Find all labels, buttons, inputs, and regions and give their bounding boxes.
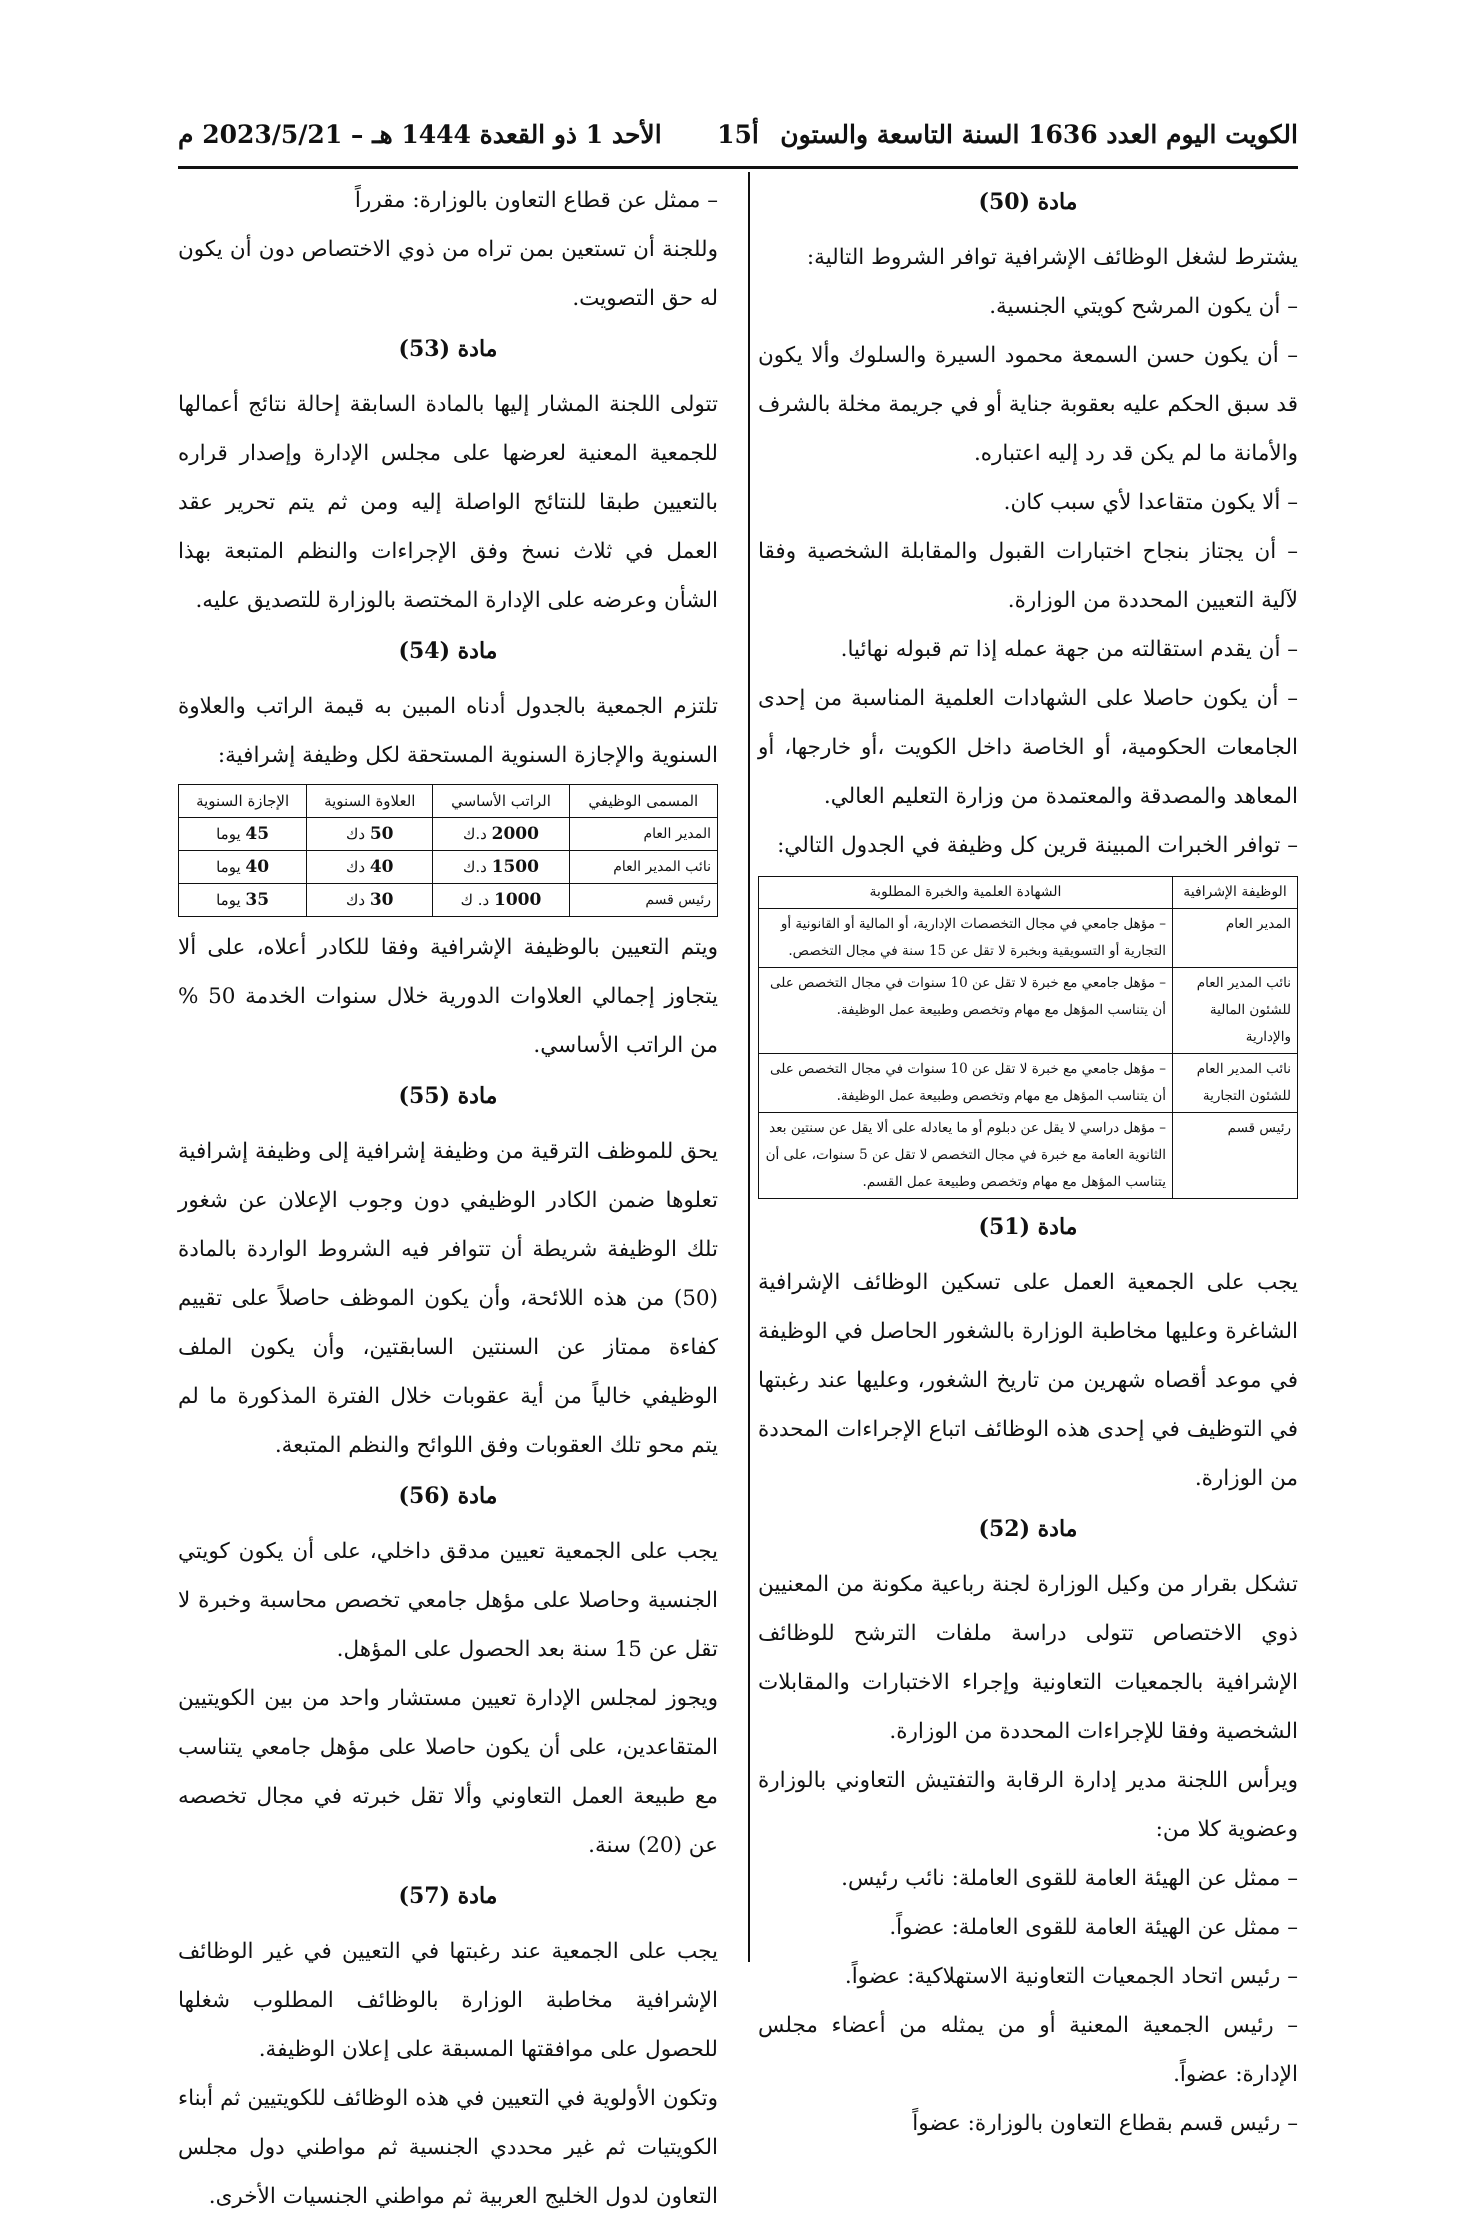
article-54-title: مادة (54)	[398, 638, 498, 664]
salary-basic-value: 2000	[491, 824, 539, 844]
salary-raise	[307, 884, 433, 917]
salary-job-title: رئيس قسم	[569, 884, 717, 917]
article-53-title: مادة (53)	[398, 336, 498, 362]
salary-leave-value: 40	[245, 857, 270, 877]
salary-job-title: نائب المدير العام	[569, 851, 717, 884]
salary-raise-unit: دك	[346, 858, 366, 876]
article-54-text2: ويتم التعيين بالوظيفة الإشرافية وفقا للكادر أعلاه، على ألا يتجاوز إجمالي العلاوات الدورية خلال سنوات الخدمة 50 % من الراتب الأساسي.	[178, 935, 719, 1058]
article-50-intro: يشترط لشغل الوظائف الإشرافية توافر الشروط التالية:	[806, 245, 1298, 270]
table-row	[759, 968, 1298, 1054]
table-row	[179, 818, 718, 851]
salary-raise-value: 50	[369, 824, 394, 844]
committee-member: – رئيس الجمعية المعنية أو من يمثله من أعضاء مجلس الإدارة: عضواً.	[758, 2013, 1298, 2087]
header-issue: الكويت اليوم العدد 1636 السنة التاسعة والستون	[780, 120, 1298, 149]
qualifications-header-requirement: الشهادة العلمية والخبرة المطلوبة	[759, 877, 1173, 909]
article-57-text: يجب على الجمعية عند رغبتها في التعيين في غير الوظائف الإشرافية مخاطبة الوزارة بالوظائف المطلوب شغلها للحصول على موافقتها المسبقة على إعلان الوظيفة.	[178, 1939, 718, 2062]
article-50-item: – توافر الخبرات المبينة قرين كل وظيفة في الجدول التالي:	[777, 833, 1298, 858]
article-50-item: – أن يقدم استقالته من جهة عمله إذا تم قبوله نهائيا.	[840, 637, 1298, 662]
article-54-text: تلتزم الجمعية بالجدول أدناه المبين به قيمة الراتب والعلاوة السنوية والإجازة السنوية المستحقة لكل وظيفة إشرافية:	[178, 694, 718, 768]
article-50-item: – أن يكون المرشح كويتي الجنسية.	[989, 294, 1298, 319]
salary-basic	[433, 818, 569, 851]
article-56-text2: ويجوز لمجلس الإدارة تعيين مستشار واحد من بين الكويتيين المتقاعدين، على أن يكون حاصلا على مؤهل جامعي يتناسب مع طبيعة العمل التعاوني وألا تقل خبرته في مجال تخصصه عن (20) سنة.	[178, 1686, 718, 1858]
qualification-position: المدير العام	[1173, 909, 1298, 968]
page-header	[178, 112, 1298, 164]
salary-raise-value: 30	[369, 890, 394, 910]
committee-note: وللجنة أن تستعين بمن تراه من ذوي الاختصاص دون أن يكون له حق التصويت.	[178, 237, 718, 311]
committee-member: – رئيس اتحاد الجمعيات التعاونية الاستهلاكية: عضواً.	[844, 1964, 1298, 1989]
table-row	[179, 884, 718, 917]
salary-table	[178, 784, 718, 917]
qualification-requirement: – مؤهل دراسي لا يقل عن دبلوم أو ما يعادله على ألا يقل عن سنتين بعد الثانوية العامة مع خبرة في مجال التخصص لا تقل عن 5 سنوات، على أن يتناسب المؤهل مع مهام وتخصص وطبيعة عمل القسم.	[759, 1113, 1173, 1199]
salary-raise	[307, 818, 433, 851]
article-50-item: – أن يجتاز بنجاح اختبارات القبول والمقابلة الشخصية وفقا لآلية التعيين المحددة من الوزارة.	[758, 539, 1298, 613]
qualifications-header-position: الوظيفة الإشرافية	[1173, 877, 1298, 909]
salary-basic-unit: د. ك	[460, 891, 490, 909]
salary-leave	[179, 818, 307, 851]
salary-leave-unit: يوما	[216, 825, 241, 843]
header-rule	[178, 166, 1298, 169]
salary-leave-value: 45	[245, 824, 270, 844]
qualification-position: رئيس قسم	[1173, 1113, 1298, 1199]
salary-raise-unit: دك	[346, 891, 366, 909]
article-56-text: يجب على الجمعية تعيين مدقق داخلي، على أن يكون كويتي الجنسية وحاصلا على مؤهل جامعي تخصص محاسبة وخبرة لا تقل عن 15 سنة بعد الحصول على المؤهل.	[178, 1539, 718, 1662]
article-51-text: يجب على الجمعية العمل على تسكين الوظائف الإشرافية الشاغرة وعليها مخاطبة الوزارة بالشغور الحاصل في الوظيفة في موعد أقصاه شهرين من تاريخ الشغور، وعليها عند رغبتها في التوظيف في إحدى هذه الوظائف اتباع الإجراءات المحددة من الوزارة.	[758, 1270, 1298, 1491]
article-56-title: مادة (56)	[398, 1483, 498, 1509]
committee-member: – رئيس قسم بقطاع التعاون بالوزارة: عضواً	[912, 2111, 1298, 2136]
table-row	[759, 1113, 1298, 1199]
salary-leave-value: 35	[245, 890, 270, 910]
salary-basic	[433, 851, 569, 884]
article-50-item: – أن يكون حسن السمعة محمود السيرة والسلوك وألا يكون قد سبق الحكم عليه بعقوبة جناية أو في جريمة مخلة بالشرف والأمانة ما لم يكن قد رد إليه اعتباره.	[758, 343, 1298, 466]
committee-member: – ممثل عن الهيئة العامة للقوى العاملة: عضواً.	[889, 1915, 1298, 1940]
article-52-text2: ويرأس اللجنة مدير إدارة الرقابة والتفتيش التعاوني بالوزارة وعضوية كلا من:	[758, 1768, 1298, 1842]
salary-raise-value: 40	[369, 857, 394, 877]
salary-leave-unit: يوما	[216, 858, 241, 876]
salary-basic-value: 1000	[494, 890, 542, 910]
salary-basic-unit: د.ك	[463, 825, 487, 843]
header-page-number: أ15	[717, 120, 759, 149]
article-55-title: مادة (55)	[398, 1083, 498, 1109]
qualification-position: نائب المدير العام للشئون المالية والإدارية	[1173, 968, 1298, 1054]
qualification-requirement: – مؤهل جامعي مع خبرة لا تقل عن 10 سنوات في مجال التخصص على أن يتناسب المؤهل مع مهام وتخصص وطبيعة عمل الوظيفة.	[759, 968, 1173, 1054]
qualification-position: نائب المدير العام للشئون التجارية	[1173, 1054, 1298, 1113]
qualifications-table	[758, 876, 1298, 1199]
table-row	[179, 851, 718, 884]
salary-leave	[179, 851, 307, 884]
article-52-title: مادة (52)	[978, 1516, 1078, 1542]
salary-basic-unit: د.ك	[463, 858, 487, 876]
salary-basic-value: 1500	[491, 857, 539, 877]
table-row	[759, 909, 1298, 968]
committee-member: – ممثل عن الهيئة العامة للقوى العاملة: نائب رئيس.	[841, 1866, 1298, 1891]
qualification-requirement: – مؤهل جامعي مع خبرة لا تقل عن 10 سنوات في مجال التخصص على أن يتناسب المؤهل مع مهام وتخصص وطبيعة عمل الوظيفة.	[759, 1054, 1173, 1113]
left-column	[178, 176, 718, 2221]
salary-leave	[179, 884, 307, 917]
article-52-text: تشكل بقرار من وكيل الوزارة لجنة رباعية مكونة من المعنيين ذوي الاختصاص تتولى دراسة ملفات الترشح للوظائف الإشرافية بالجمعيات التعاونية وإجراء الاختبارات والمقابلات الشخصية وفقا للإجراءات المحددة من الوزارة.	[758, 1572, 1298, 1744]
salary-basic	[433, 884, 569, 917]
article-51-title: مادة (51)	[978, 1214, 1078, 1240]
salary-header-basic: الراتب الأساسي	[433, 785, 569, 818]
qualifications-header-row	[759, 877, 1298, 909]
salary-raise-unit: دك	[346, 825, 366, 843]
article-53-text: تتولى اللجنة المشار إليها بالمادة السابقة إحالة نتائج أعمالها للجمعية المعنية لعرضها على مجلس الإدارة وإصدار قراره بالتعيين طبقا للنتائج الواصلة إليه ومن ثم يتم تحرير عقد العمل في ثلاث نسخ وفق الإجراءات والنظم المتبعة بهذا الشأن وعرضه على الإدارة المختصة بالوزارة للتصديق عليه.	[178, 392, 718, 613]
qualification-requirement: – مؤهل جامعي في مجال التخصصات الإدارية، أو المالية أو القانونية أو التجارية أو التسويقية وبخبرة لا تقل عن 15 سنة في مجال التخصص.	[759, 909, 1173, 968]
salary-header-title: المسمى الوظيفي	[569, 785, 717, 818]
committee-member: – ممثل عن قطاع التعاون بالوزارة: مقرراً	[354, 188, 718, 213]
article-57-title: مادة (57)	[398, 1883, 498, 1909]
salary-job-title: المدير العام	[569, 818, 717, 851]
salary-raise	[307, 851, 433, 884]
salary-leave-unit: يوما	[216, 891, 241, 909]
article-50-item: – أن يكون حاصلا على الشهادات العلمية المناسبة من إحدى الجامعات الحكومية، أو الخاصة داخل الكويت ،أو خارجها، أو المعاهد والمصدقة والمعتمدة من وزارة التعليم العالي.	[758, 686, 1298, 809]
header-date: الأحد 1 ذو القعدة 1444 هـ – 2023/5/21 م	[178, 120, 662, 149]
salary-header-raise: العلاوة السنوية	[307, 785, 433, 818]
column-divider	[748, 172, 750, 1962]
article-50-item: – ألا يكون متقاعدا لأي سبب كان.	[1003, 490, 1298, 515]
article-50-title: مادة (50)	[978, 189, 1078, 215]
table-row	[759, 1054, 1298, 1113]
article-57-text2: وتكون الأولوية في التعيين في هذه الوظائف للكويتيين ثم أبناء الكويتيات ثم غير محددي الجنسية ثم مواطني دول مجلس التعاون لدول الخليج العربية ثم مواطني الجنسيات الأخرى.	[178, 2086, 718, 2209]
salary-header-row	[179, 785, 718, 818]
salary-header-leave: الإجازة السنوية	[179, 785, 307, 818]
article-55-text: يحق للموظف الترقية من وظيفة إشرافية إلى وظيفة إشرافية تعلوها ضمن الكادر الوظيفي دون وجوب الإعلان عن شغور تلك الوظيفة شريطة أن تتوافر فيه الشروط الواردة بالمادة (50) من هذه اللائحة، وأن يكون الموظف حاصلاً على تقييم كفاءة ممتاز عن السنتين السابقتين، وأن يكون الملف الوظيفي خالياً من أية عقوبات خلال الفترة المذكورة ما لم يتم محو تلك العقوبات وفق اللوائح والنظم المتبعة.	[178, 1139, 718, 1458]
right-column	[758, 176, 1298, 2148]
